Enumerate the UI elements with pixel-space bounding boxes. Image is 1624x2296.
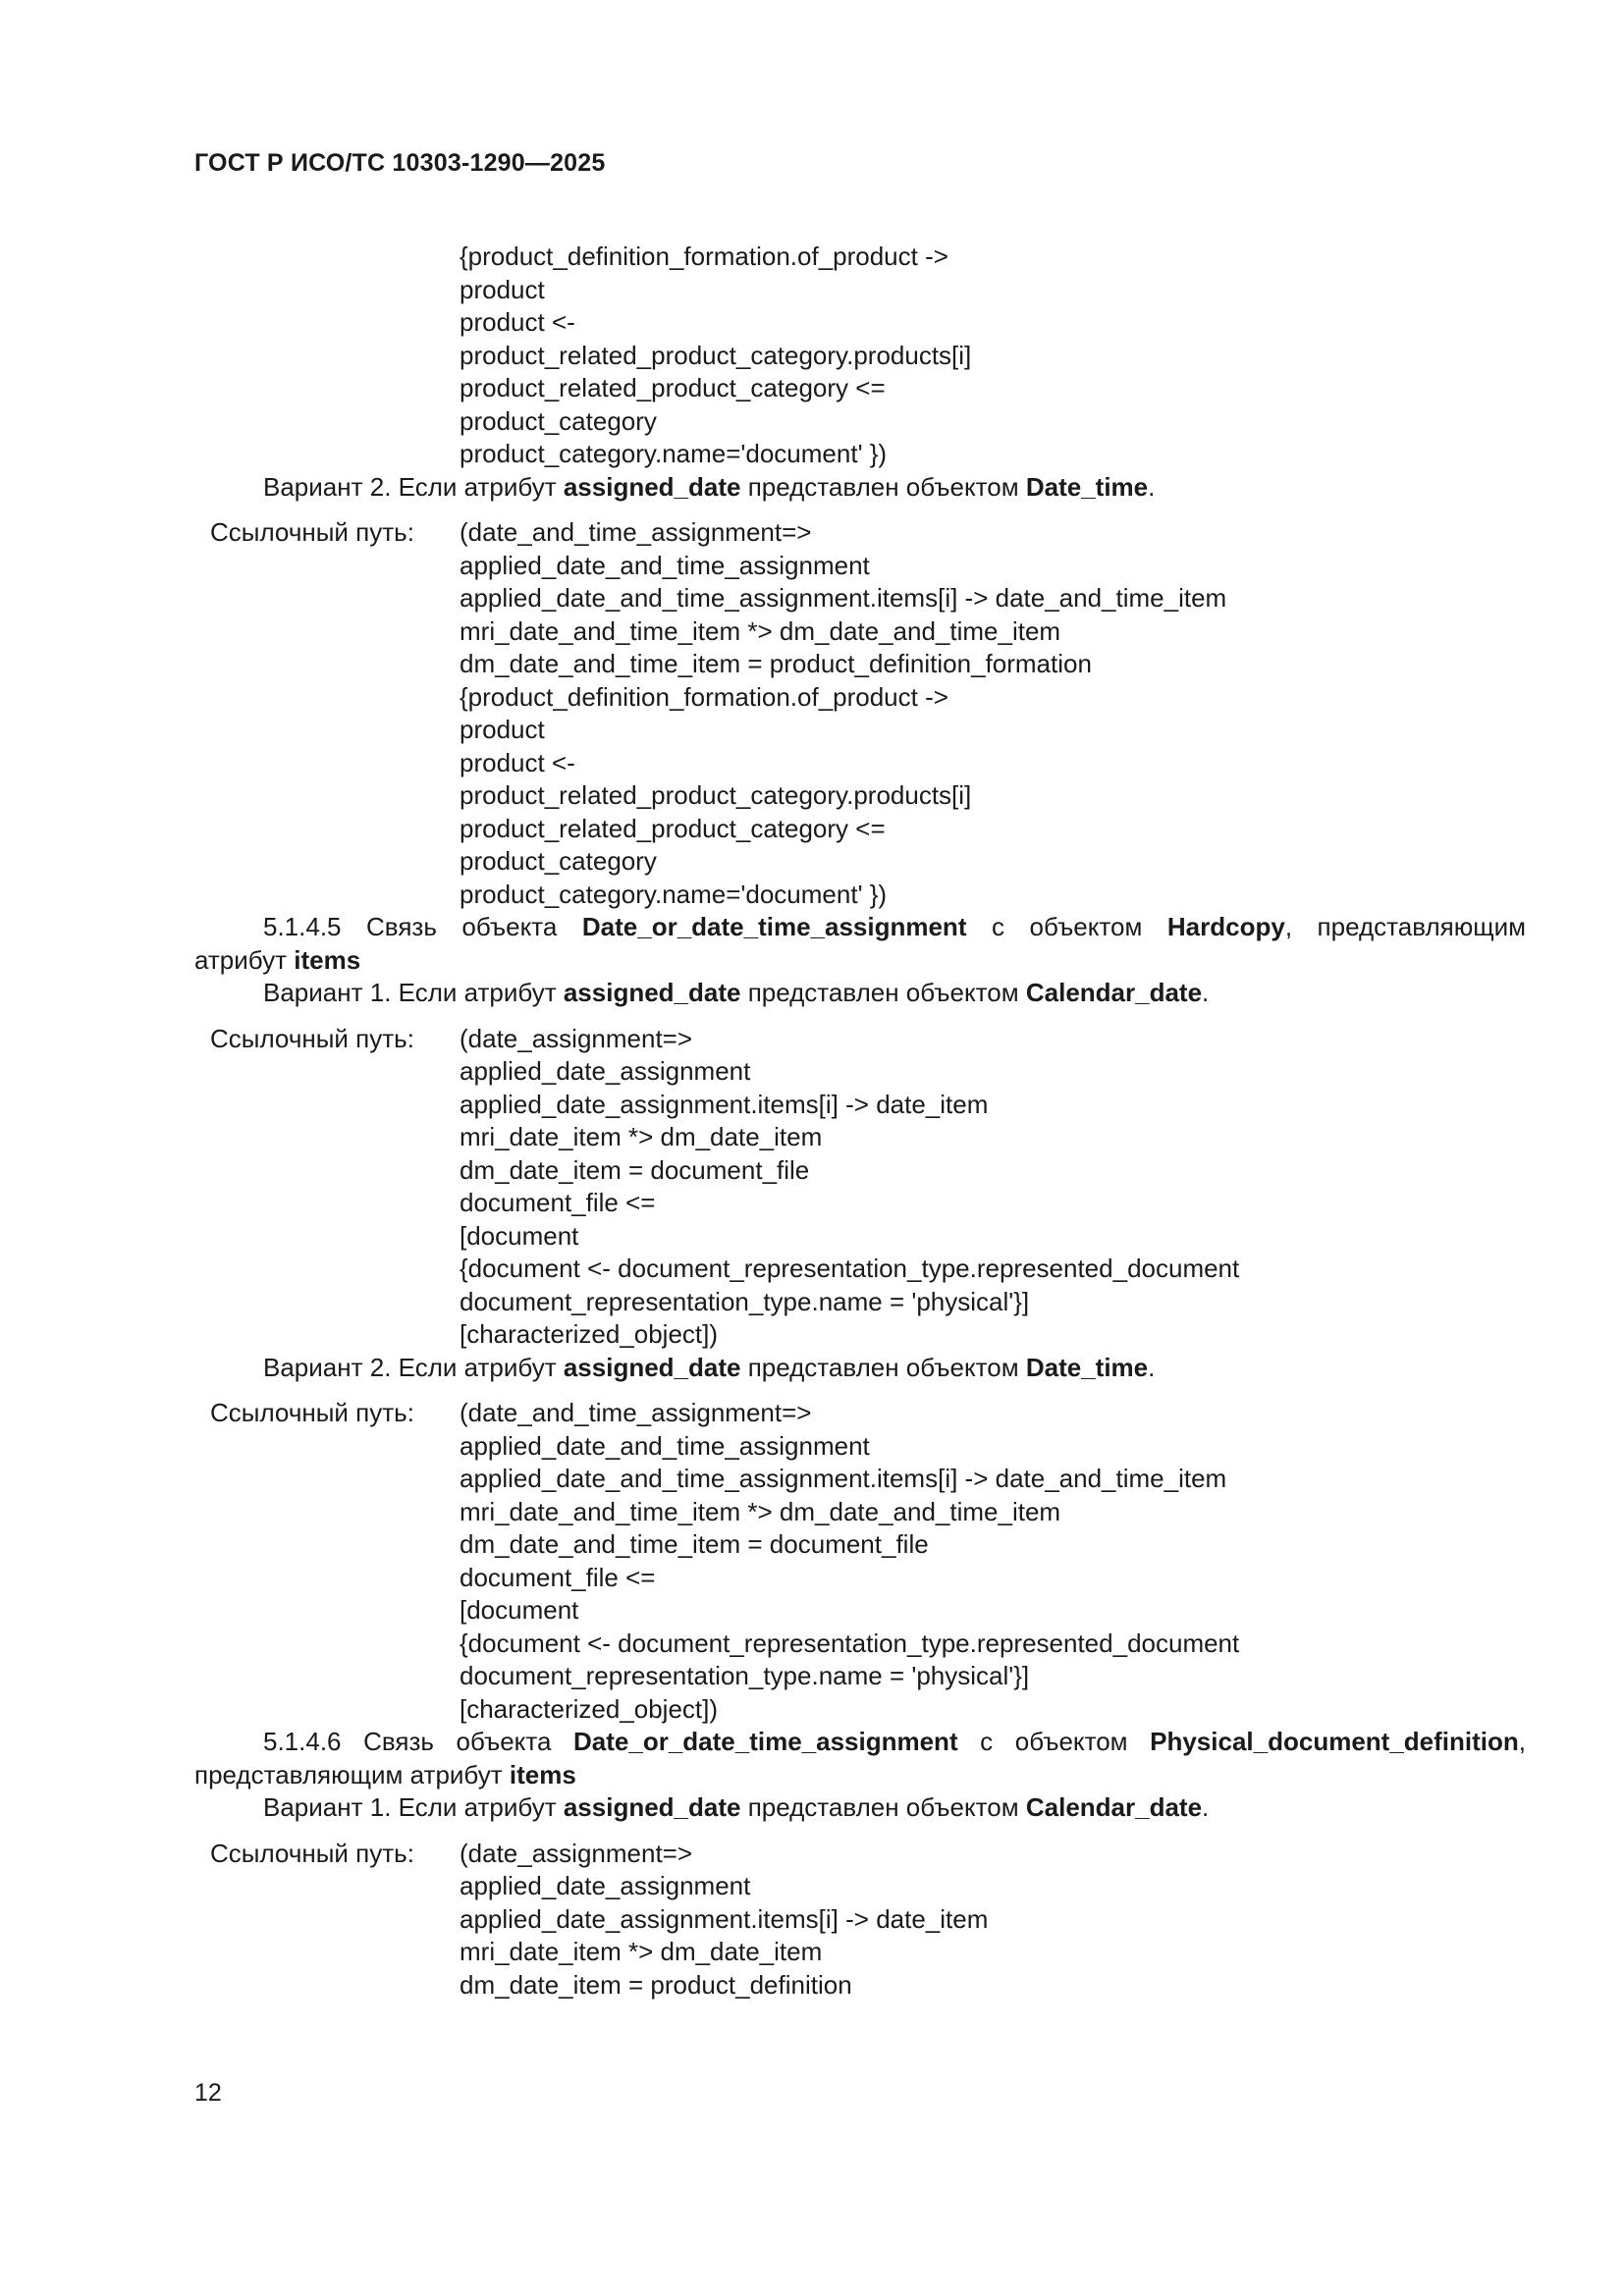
path-line: [characterized_object]): [460, 1693, 719, 1724]
document-body: [194, 240, 1526, 2002]
path-line: (date_and_time_assignment=>: [460, 1398, 812, 1427]
attribute-name: assigned_date: [563, 978, 741, 1007]
object-name: Date_time: [1025, 1352, 1149, 1382]
path-line: applied_date_and_time_assignment.items[i] -> date_and_time_item: [460, 1464, 1227, 1493]
path-line: mri_date_and_time_item *> dm_date_and_time_item: [460, 615, 1061, 646]
section-heading-5-1-4-5: 5.1.4.5 Связь объекта Date_or_date_time_assignment с объектом Hardcopy, представляющим атрибут items: [194, 912, 1526, 975]
path-line: product_category: [460, 846, 657, 876]
object-name: Calendar_date: [1025, 978, 1203, 1007]
path-line: (date_assignment=>: [460, 1023, 693, 1053]
path-line: product <-: [460, 747, 575, 777]
path-line: product_category: [460, 405, 657, 436]
variant-line: Вариант 2. Если атрибут assigned_date представлен объектом Date_time.: [263, 1352, 1156, 1382]
path-line: applied_date_assignment.items[i] -> date_item: [460, 1089, 989, 1119]
attribute-name: assigned_date: [563, 1352, 741, 1382]
page-number: 12: [194, 2079, 222, 2107]
reference-path-label: Ссылочный путь:: [210, 1398, 414, 1427]
reference-path-label: Ссылочный путь:: [210, 1838, 414, 1868]
reference-path-label: Ссылочный путь:: [210, 1023, 414, 1053]
path-line: applied_date_and_time_assignment.items[i] -> date_and_time_item: [460, 583, 1227, 613]
path-line: document_representation_type.name = 'physical'}]: [460, 1286, 1030, 1316]
path-line: [document: [460, 1595, 579, 1625]
attribute-name: assigned_date: [563, 1792, 741, 1822]
variant-line: Вариант 1. Если атрибут assigned_date представлен объектом Calendar_date.: [263, 978, 1210, 1007]
path-line: mri_date_and_time_item *> dm_date_and_time_item: [460, 1496, 1061, 1526]
path-line: {product_definition_formation.of_product ->: [460, 681, 948, 712]
path-continuation: [194, 240, 1526, 471]
variant-line: Вариант 2. Если атрибут assigned_date представлен объектом Date_time.: [263, 471, 1156, 502]
path-line: {document <- document_representation_type.represented_document: [460, 1254, 1240, 1283]
path-line: product_category.name='document' }): [460, 439, 888, 468]
path-line: applied_date_assignment: [460, 1056, 751, 1086]
path-line: product_related_product_category.products[i]: [460, 780, 972, 810]
reference-path-label: Ссылочный путь:: [210, 517, 414, 547]
attribute-name: assigned_date: [563, 471, 741, 502]
path-line: mri_date_item *> dm_date_item: [460, 1122, 823, 1151]
path-line: [document: [460, 1220, 579, 1251]
path-line: product <-: [460, 307, 575, 337]
path-line: product: [460, 715, 545, 744]
path-line: product_related_product_category <=: [460, 813, 886, 843]
object-name: Date_time: [1025, 471, 1149, 502]
path-line: document_representation_type.name = 'physical'}]: [460, 1661, 1030, 1690]
path-line: product_category.name='document' }): [460, 879, 888, 909]
path-line: (date_assignment=>: [460, 1838, 693, 1868]
path-line: {document <- document_representation_type.represented_document: [460, 1628, 1240, 1658]
path-line: document_file <=: [460, 1188, 656, 1217]
path-line: applied_date_assignment.items[i] -> date_item: [460, 1903, 989, 1934]
path-line: applied_date_and_time_assignment: [460, 550, 870, 580]
path-line: mri_date_item *> dm_date_item: [460, 1937, 823, 1966]
path-line: document_file <=: [460, 1562, 656, 1592]
variant-line: Вариант 1. Если атрибут assigned_date представлен объектом Calendar_date.: [263, 1792, 1210, 1822]
path-line: product_related_product_category.products[i]: [460, 340, 972, 370]
reference-path-block: [194, 1023, 1526, 1352]
path-line: applied_date_and_time_assignment: [460, 1430, 870, 1461]
path-line: dm_date_item = document_file: [460, 1154, 810, 1185]
path-line: dm_date_and_time_item = product_definition_formation: [460, 649, 1092, 678]
path-line: applied_date_assignment: [460, 1871, 751, 1900]
path-line: product_related_product_category <=: [460, 373, 886, 402]
path-line: (date_and_time_assignment=>: [460, 517, 812, 547]
reference-path-block: [194, 1838, 1526, 2002]
object-name: Calendar_date: [1025, 1792, 1203, 1822]
path-line: dm_date_item = product_definition: [460, 1969, 852, 2000]
section-heading-5-1-4-6: 5.1.4.6 Связь объекта Date_or_date_time_assignment с объектом Physical_document_definition, представляющим атрибут items: [194, 1727, 1526, 1789]
reference-path-block: [194, 1397, 1526, 1726]
path-line: {product_definition_formation.of_product ->: [460, 241, 948, 271]
reference-path-block: [194, 516, 1526, 911]
path-line: product: [460, 274, 545, 304]
path-line: dm_date_and_time_item = document_file: [460, 1529, 929, 1559]
document-header-title: ГОСТ Р ИСО/ТС 10303-1290—2025: [194, 149, 606, 177]
path-line: [characterized_object]): [460, 1319, 719, 1349]
